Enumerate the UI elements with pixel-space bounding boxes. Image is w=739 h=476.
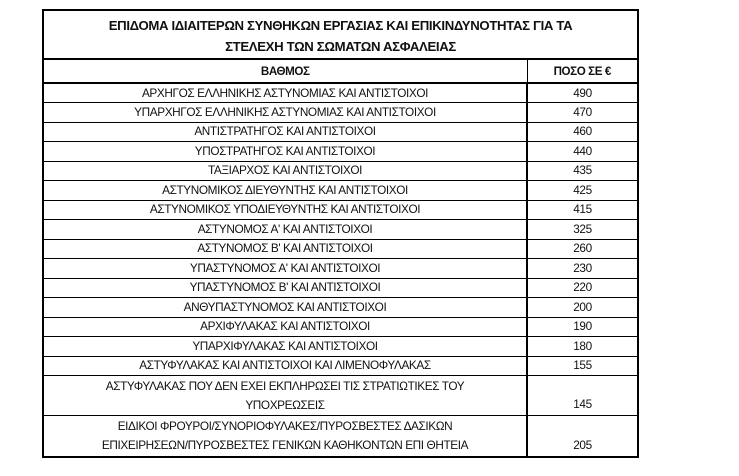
rank-cell: ΑΡΧΙΦΥΛΑΚΑΣ ΚΑΙ ΑΝΤΙΣΤΟΙΧΟΙ — [44, 317, 527, 337]
table-row — [44, 356, 637, 376]
table-row — [44, 337, 637, 357]
rank-cell — [44, 376, 527, 416]
amount-cell: 260 — [527, 239, 637, 259]
rank-cell: ΑΣΤΥΝΟΜΟΣ Α' ΚΑΙ ΑΝΤΙΣΤΟΙΧΟΙ — [44, 220, 527, 240]
amount-cell: 435 — [527, 161, 637, 181]
table-row — [44, 317, 637, 337]
table-row-multiline — [44, 416, 637, 456]
table-row — [44, 181, 637, 201]
rank-cell: ΥΠΑΣΤΥΝΟΜΟΣ Α' ΚΑΙ ΑΝΤΙΣΤΟΙΧΟΙ — [44, 259, 527, 279]
table-header-row — [44, 59, 637, 83]
amount-cell: 155 — [527, 356, 637, 376]
table-title-row — [44, 11, 637, 59]
rank-cell: ΑΣΤΥΝΟΜΙΚΟΣ ΥΠΟΔΙΕΥΘΥΝΤΗΣ ΚΑΙ ΑΝΤΙΣΤΟΙΧΟΙ — [44, 200, 527, 220]
table-row — [44, 122, 637, 142]
rank-cell-line-1: ΑΣΤΥΦΥΛΑΚΑΣ ΠΟΥ ΔΕΝ ΕΧΕΙ ΕΚΠΛΗΡΩΣΕΙ ΤΙΣ ΣΤΡΑΤΙΩΤΙΚΕΣ ΤΟΥ — [105, 378, 465, 393]
rank-cell-line-1: ΕΙΔΙΚΟΙ ΦΡΟΥΡΟΙ/ΣΥΝΟΡΙΟΦΥΛΑΚΕΣ/ΠΥΡΟΣΒΕΣΤΕΣ ΔΑΣΙΚΩΝ — [117, 418, 453, 433]
amount-cell: 460 — [527, 122, 637, 142]
amount-cell: 325 — [527, 220, 637, 240]
table-title — [44, 11, 637, 59]
table-title-line-2: ΣΤΕΛΕΧΗ ΤΩΝ ΣΩΜΑΤΩΝ ΑΣΦΑΛΕΙΑΣ — [225, 38, 456, 54]
allowance-table-container — [42, 9, 639, 458]
rank-cell: ΥΠΑΣΤΥΝΟΜΟΣ Β' ΚΑΙ ΑΝΤΙΣΤΟΙΧΟΙ — [44, 278, 527, 298]
rank-cell-line-2: ΕΠΙΧΕΙΡΗΣΕΩΝ/ΠΥΡΟΣΒΕΣΤΕΣ ΓΕΝΙΚΩΝ ΚΑΘΗΚΟΝΤΩΝ ΕΠΙ ΘΗΤΕΙΑ — [101, 437, 469, 452]
allowance-table — [44, 11, 637, 456]
rank-cell — [44, 416, 527, 456]
amount-cell: 440 — [527, 142, 637, 162]
table-row — [44, 142, 637, 162]
amount-cell: 220 — [527, 278, 637, 298]
amount-cell: 415 — [527, 200, 637, 220]
table-row-multiline — [44, 376, 637, 416]
amount-cell: 200 — [527, 298, 637, 318]
table-row — [44, 161, 637, 181]
amount-cell: 145 — [527, 376, 637, 416]
table-row — [44, 200, 637, 220]
table-body — [44, 83, 637, 456]
rank-cell: ΤΑΞΙΑΡΧΟΣ ΚΑΙ ΑΝΤΙΣΤΟΙΧΟΙ — [44, 161, 527, 181]
rank-cell: ΥΠΟΣΤΡΑΤΗΓΟΣ ΚΑΙ ΑΝΤΙΣΤΟΙΧΟΙ — [44, 142, 527, 162]
amount-cell: 190 — [527, 317, 637, 337]
rank-cell: ΥΠΑΡΧΙΦΥΛΑΚΑΣ ΚΑΙ ΑΝΤΙΣΤΟΙΧΟΙ — [44, 337, 527, 357]
rank-cell: ΑΣΤΥΝΟΜΟΣ Β' ΚΑΙ ΑΝΤΙΣΤΟΙΧΟΙ — [44, 239, 527, 259]
table-row — [44, 239, 637, 259]
rank-cell: ΑΣΤΥΝΟΜΙΚΟΣ ΔΙΕΥΘΥΝΤΗΣ ΚΑΙ ΑΝΤΙΣΤΟΙΧΟΙ — [44, 181, 527, 201]
amount-cell: 180 — [527, 337, 637, 357]
table-title-line-1: ΕΠΙΔΟΜΑ ΙΔΙΑΙΤΕΡΩΝ ΣΥΝΘΗΚΩΝ ΕΡΓΑΣΙΑΣ ΚΑΙ ΕΠΙΚΙΝΔΥΝΟΤΗΤΑΣ ΓΙΑ ΤΑ — [108, 17, 573, 33]
amount-cell: 425 — [527, 181, 637, 201]
amount-cell: 230 — [527, 259, 637, 279]
column-header-amount: ΠΟΣΟ ΣΕ € — [527, 59, 637, 83]
rank-cell: ΑΝΤΙΣΤΡΑΤΗΓΟΣ ΚΑΙ ΑΝΤΙΣΤΟΙΧΟΙ — [44, 122, 527, 142]
column-header-rank: ΒΑΘΜΟΣ — [44, 59, 527, 83]
amount-cell: 205 — [527, 416, 637, 456]
table-row — [44, 298, 637, 318]
table-row — [44, 278, 637, 298]
table-row — [44, 103, 637, 123]
table-row — [44, 83, 637, 103]
table-row — [44, 259, 637, 279]
amount-cell: 490 — [573, 85, 592, 100]
rank-cell: ΑΣΤΥΦΥΛΑΚΑΣ ΚΑΙ ΑΝΤΙΣΤΟΙΧΟΙ ΚΑΙ ΛΙΜΕΝΟΦΥΛΑΚΑΣ — [44, 356, 527, 376]
rank-cell: ΑΡΧΗΓΟΣ ΕΛΛΗΝΙΚΗΣ ΑΣΤΥΝΟΜΙΑΣ ΚΑΙ ΑΝΤΙΣΤΟΙΧΟΙ — [44, 83, 527, 103]
table-row — [44, 220, 637, 240]
rank-cell: ΥΠΑΡΧΗΓΟΣ ΕΛΛΗΝΙΚΗΣ ΑΣΤΥΝΟΜΙΑΣ ΚΑΙ ΑΝΤΙΣΤΟΙΧΟΙ — [44, 103, 527, 123]
amount-cell: 470 — [527, 103, 637, 123]
rank-cell: ΑΝΘΥΠΑΣΤΥΝΟΜΟΣ ΚΑΙ ΑΝΤΙΣΤΟΙΧΟΙ — [44, 298, 527, 318]
rank-cell-line-2: ΥΠΟΧΡΕΩΣΕΙΣ — [245, 397, 325, 412]
